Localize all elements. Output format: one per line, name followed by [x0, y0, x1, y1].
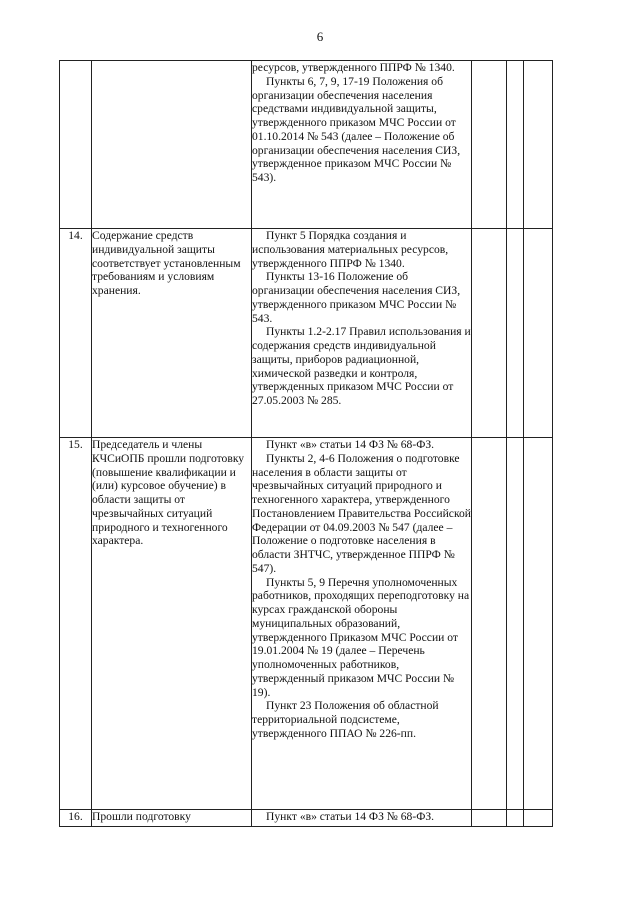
reference-paragraph: Пункты 2, 4-6 Положения о подготовке населения в области защиты от чрезвычайных ситуаций природного и техногенного характера, утвержденного Постановлением Правительства Российской Федерации от 04.09.2003 № 547 (далее – Положение о подготовке населения в области ЗНТЧС, утвержденное ППРФ № 547). — [252, 451, 471, 575]
table-row — [60, 438, 553, 810]
empty-cell — [472, 229, 507, 438]
row-number: 14. — [60, 229, 92, 438]
reference-paragraph: Пункт «в» статьи 14 ФЗ № 68-ФЗ. — [266, 810, 435, 823]
reference-paragraph: Пункт 23 Положения об областной территориальной подсистеме, утвержденного ППАО № 226-пп. — [252, 699, 439, 740]
empty-cell — [507, 810, 524, 827]
empty-cell — [524, 229, 553, 438]
empty-cell — [507, 438, 524, 810]
requirement-text: Председатель и члены КЧСиОПБ прошли подготовку (повышение квалификации и (или) курсовое обучение) в области защиты от чрезвычайных ситуаций природного и техногенного характера. — [92, 438, 245, 548]
page-number: 6 — [316, 29, 324, 44]
requirement-text: Прошли подготовку — [92, 810, 191, 823]
empty-cell — [524, 61, 553, 229]
requirement-cell — [92, 810, 252, 827]
table-row — [60, 61, 553, 229]
requirement-text: Содержание средств индивидуальной защиты соответствует установленным требованиям и условиям хранения. — [92, 229, 241, 297]
reference-paragraph: Пункт «в» статьи 14 ФЗ № 68-ФЗ. — [266, 438, 435, 451]
table-row — [60, 810, 553, 827]
empty-cell — [472, 810, 507, 827]
requirement-cell — [92, 229, 252, 438]
reference-cell — [252, 810, 472, 827]
reference-paragraph: Пункты 5, 9 Перечня уполномоченных работников, проходящих переподготовку на курсах гражданской обороны муниципальных образований, утвержденного Приказом МЧС России от 19.01.2004 № 19 (далее – Перечень уполномоченных работников, утвержденный приказом МЧС России № 19). — [252, 575, 470, 699]
row-number — [60, 61, 92, 229]
requirements-table — [59, 60, 553, 827]
empty-cell — [507, 229, 524, 438]
reference-paragraph: Пункты 6, 7, 9, 17-19 Положения об организации обеспечения населения средствами индивидуальной защиты, утвержденного приказом МЧС России от 01.10.2014 № 543 (далее – Положение об организации обеспечения населения СИЗ, утвержденное приказом МЧС России № 543). — [252, 74, 461, 184]
requirement-cell — [92, 438, 252, 810]
reference-cell — [252, 229, 472, 438]
empty-cell — [472, 438, 507, 810]
reference-paragraph: Пункты 13-16 Положение об организации обеспечения населения СИЗ, утвержденного приказом МЧС России № 543. — [252, 270, 461, 325]
reference-paragraph: Пункты 1.2-2.17 Правил использования и содержания средств индивидуальной защиты, приборов радиационной, химической разведки и контроля, утвержденных приказом МЧС России от 27.05.2003 № 285. — [252, 325, 471, 407]
reference-cell — [252, 438, 472, 810]
empty-cell — [507, 61, 524, 229]
empty-cell — [472, 61, 507, 229]
row-number: 16. — [60, 810, 92, 827]
reference-paragraph: Пункт 5 Порядка создания и использования материальных ресурсов, утвержденного ППРФ № 1340. — [252, 229, 449, 270]
reference-cell — [252, 61, 472, 229]
requirement-cell — [92, 61, 252, 229]
empty-cell — [524, 438, 553, 810]
row-number: 15. — [60, 438, 92, 810]
reference-paragraph: ресурсов, утвержденного ППРФ № 1340. — [252, 61, 455, 74]
empty-cell — [524, 810, 553, 827]
table-row — [60, 229, 553, 438]
